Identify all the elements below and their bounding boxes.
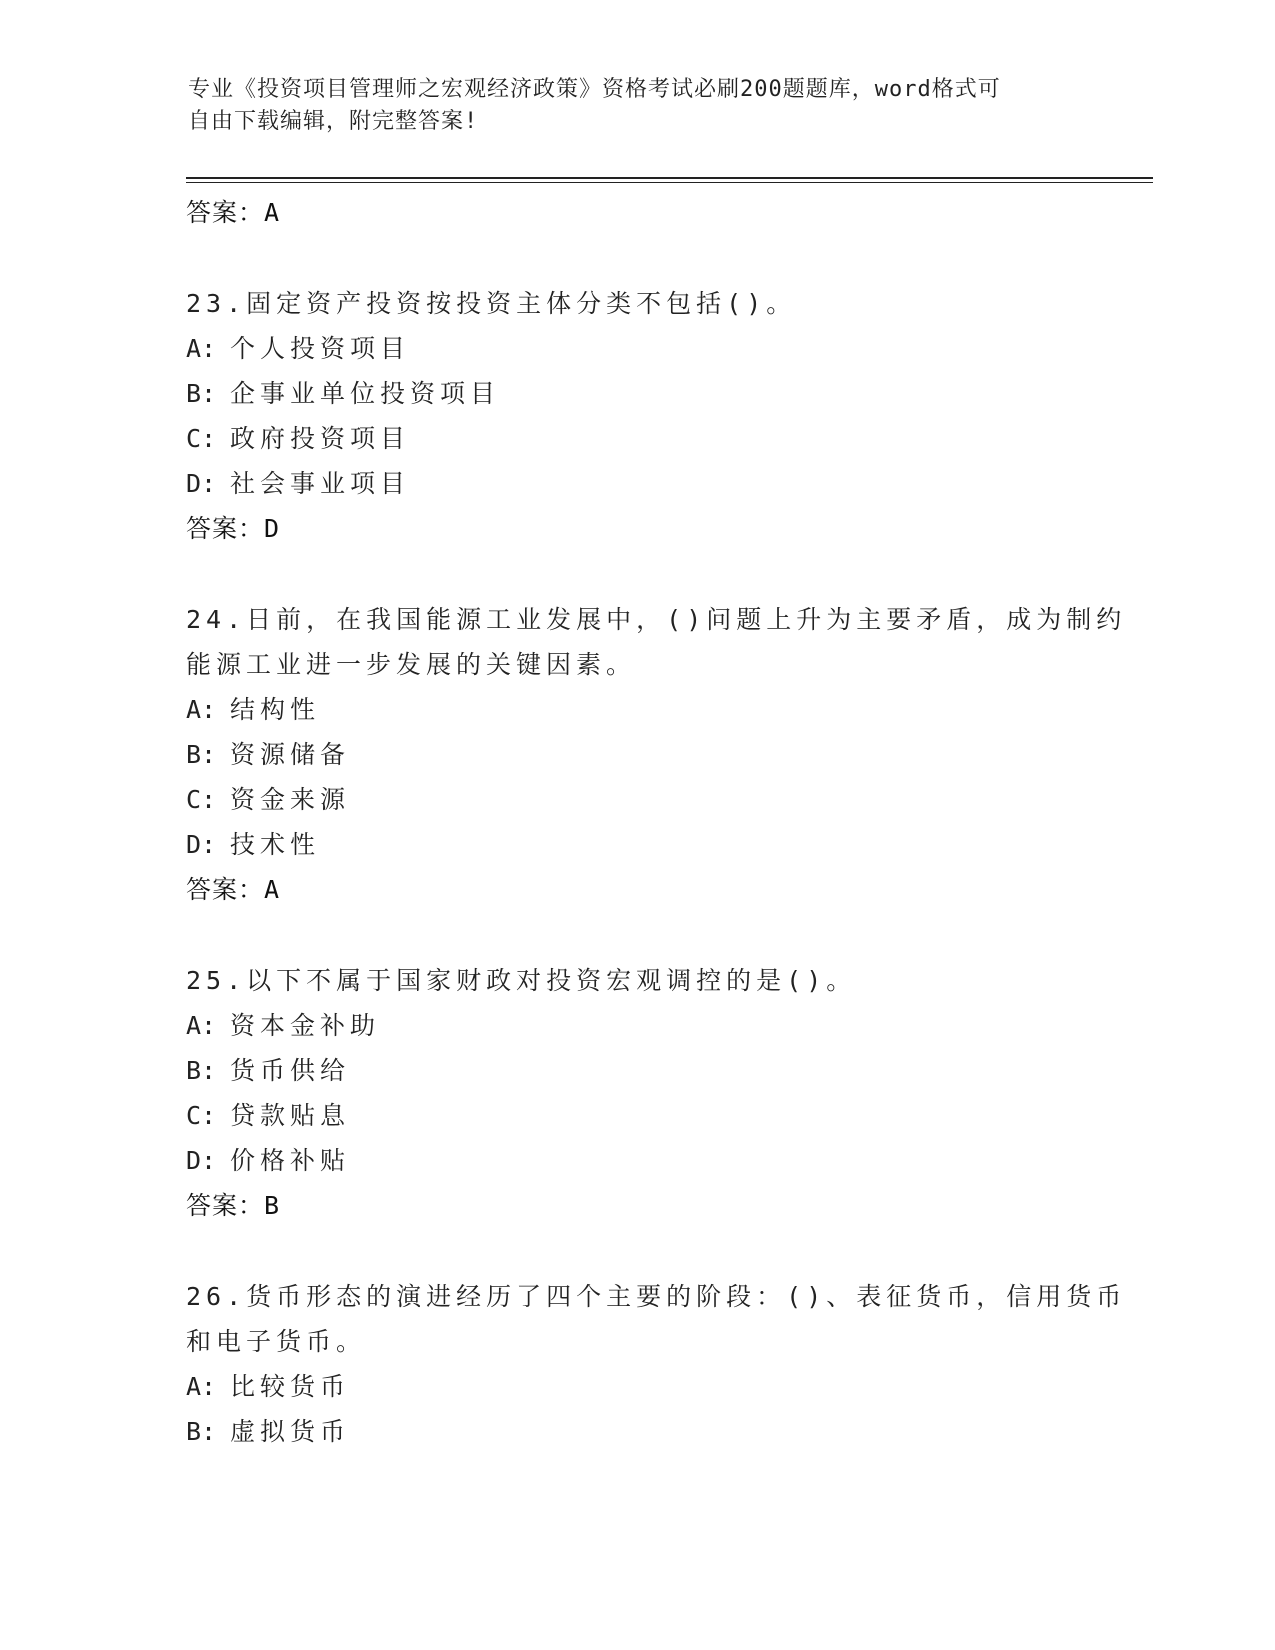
question-24: [186, 597, 1127, 687]
option-key: D:: [186, 1146, 217, 1175]
option-text: 资本金补助: [230, 1011, 381, 1040]
option-text: 价格补贴: [230, 1146, 351, 1175]
option-c: [186, 416, 1086, 461]
option-b: [186, 1048, 1086, 1093]
question-text-line-1: 24.日前，在我国能源工业发展中，()问题上升为主要矛盾，成为制约: [186, 605, 1127, 634]
answer-24: [186, 867, 1086, 912]
question-25: [186, 958, 1086, 1003]
option-key: C:: [186, 424, 217, 453]
option-key: A:: [186, 334, 217, 363]
question-text-line-2: 能源工业进一步发展的关键因素。: [186, 650, 637, 679]
document-header: [188, 74, 1088, 138]
question-23: [186, 281, 1086, 326]
answer-value: D: [264, 514, 281, 543]
option-key: B:: [186, 1056, 217, 1085]
answer-label: 答案：: [186, 514, 265, 543]
answer-label: 答案：: [186, 1191, 265, 1220]
option-c: [186, 1093, 1086, 1138]
option-text: 比较货币: [230, 1372, 351, 1401]
option-b: [186, 371, 1086, 416]
option-key: A:: [186, 1011, 217, 1040]
option-text: 贷款贴息: [230, 1101, 351, 1130]
answer-25: [186, 1183, 1086, 1228]
answer-value: A: [264, 875, 281, 904]
question-text-line-2: 和电子货币。: [186, 1327, 367, 1356]
answer-23: [186, 506, 1086, 551]
header-line-1: 专业《投资项目管理师之宏观经济政策》资格考试必刷200题题库，word格式可: [188, 77, 1001, 102]
spacer: [186, 551, 1086, 597]
answer-label: 答案：: [186, 198, 265, 227]
answer-value: A: [264, 198, 281, 227]
option-b: [186, 732, 1086, 777]
option-text: 货币供给: [230, 1056, 351, 1085]
option-b: [186, 1409, 1086, 1454]
option-text: 个人投资项目: [230, 334, 411, 363]
option-a: [186, 1364, 1086, 1409]
option-text: 资金来源: [230, 785, 351, 814]
option-d: [186, 461, 1086, 506]
option-key: C:: [186, 785, 217, 814]
answer-label: 答案：: [186, 875, 265, 904]
header-rule: [186, 177, 1153, 179]
option-c: [186, 777, 1086, 822]
option-key: D:: [186, 830, 217, 859]
option-text: 政府投资项目: [230, 424, 411, 453]
option-key: B:: [186, 379, 217, 408]
option-key: A:: [186, 695, 217, 724]
option-key: A:: [186, 1372, 217, 1401]
option-a: [186, 1003, 1086, 1048]
header-line-2: 自由下载编辑，附完整答案!: [188, 109, 479, 134]
question-text: 23.固定资产投资按投资主体分类不包括()。: [186, 289, 797, 318]
header-rule-thin: [186, 182, 1153, 183]
answer-value: B: [264, 1191, 281, 1220]
question-26: [186, 1274, 1127, 1364]
spacer: [186, 235, 1086, 281]
option-text: 资源储备: [230, 740, 351, 769]
question-text: 25.以下不属于国家财政对投资宏观调控的是()。: [186, 966, 857, 995]
option-d: [186, 1138, 1086, 1183]
option-a: [186, 687, 1086, 732]
option-a: [186, 326, 1086, 371]
option-key: B:: [186, 740, 217, 769]
option-key: C:: [186, 1101, 217, 1130]
question-list: [186, 190, 1127, 1454]
option-d: [186, 822, 1086, 867]
question-text-line-1: 26.货币形态的演进经历了四个主要的阶段：()、表征货币，信用货币: [186, 1282, 1127, 1311]
previous-answer: [186, 190, 1086, 235]
option-text: 社会事业项目: [230, 469, 411, 498]
option-text: 虚拟货币: [230, 1417, 351, 1446]
option-text: 结构性: [230, 695, 321, 724]
option-text: 技术性: [230, 830, 321, 859]
spacer: [186, 912, 1086, 958]
option-key: B:: [186, 1417, 217, 1446]
option-text: 企事业单位投资项目: [230, 379, 501, 408]
spacer: [186, 1228, 1086, 1274]
option-key: D:: [186, 469, 217, 498]
